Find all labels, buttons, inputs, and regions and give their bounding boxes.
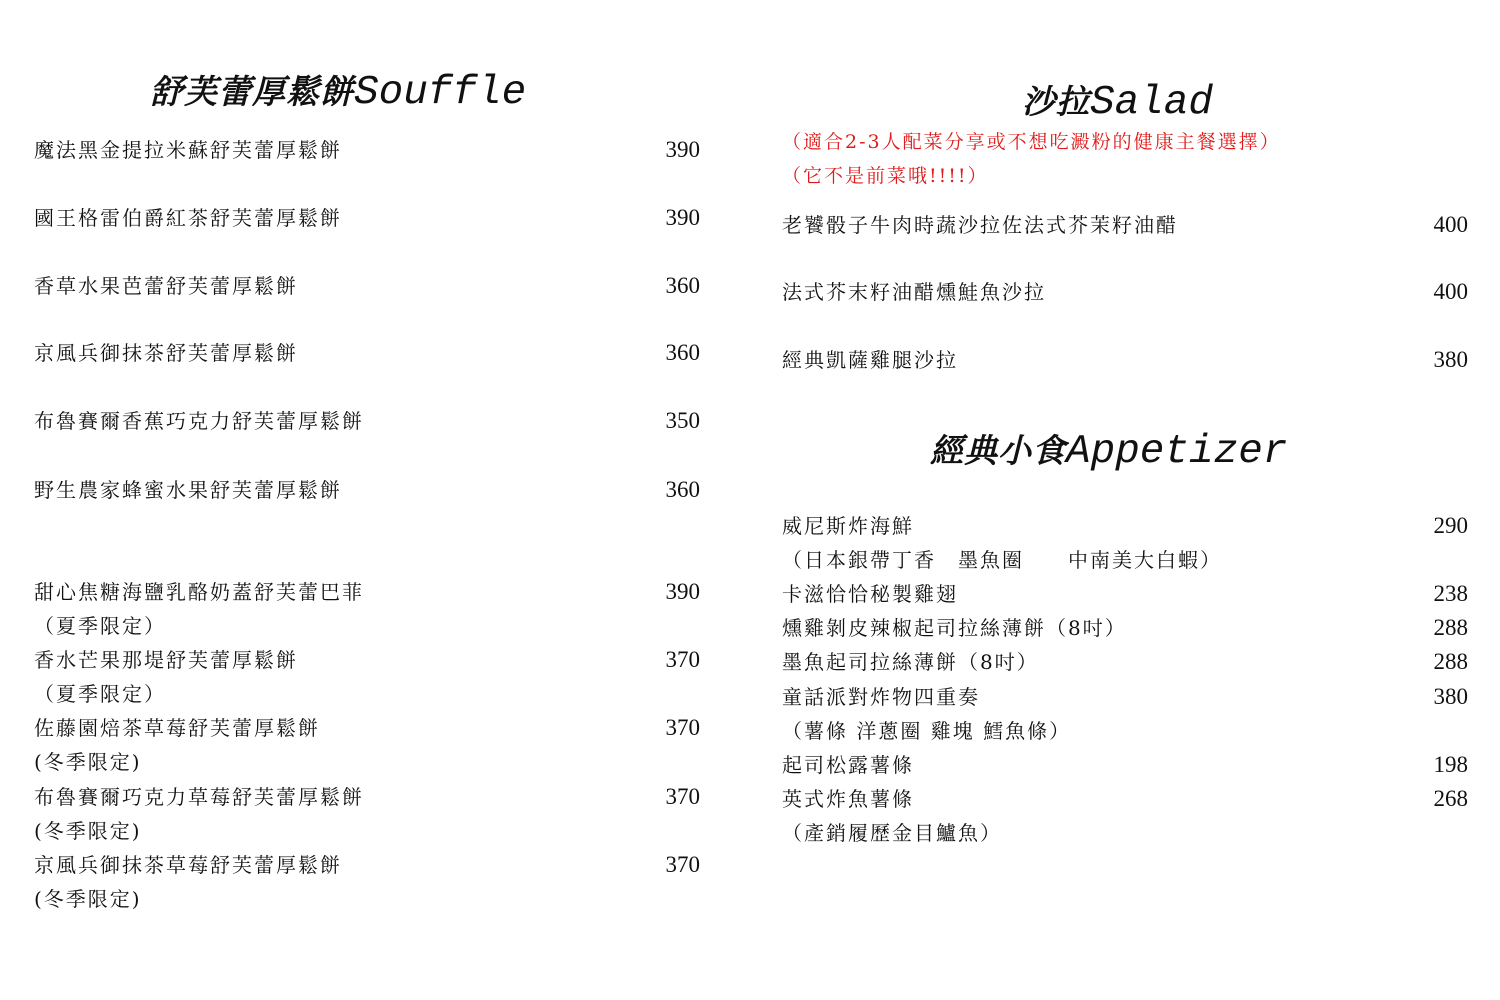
item-price: 360 xyxy=(665,273,700,298)
item-name: 法式芥末籽油醋燻鮭魚沙拉 xyxy=(782,280,1046,304)
item-name: 佐藤園焙茶草莓舒芙蕾厚鬆餅 xyxy=(34,716,320,740)
item-note: （薯條 洋蔥圈 雞塊 鱈魚條） xyxy=(782,719,1072,743)
item-price: 238 xyxy=(1433,581,1468,606)
item-name: 墨魚起司拉絲薄餅（8吋） xyxy=(782,650,1039,674)
item-note: （夏季限定） xyxy=(34,682,166,706)
item-price: 370 xyxy=(665,647,700,672)
item-name: 魔法黑金提拉米蘇舒芙蕾厚鬆餅 xyxy=(34,138,342,162)
item-name: 起司松露薯條 xyxy=(782,753,914,777)
item-name: 布魯賽爾巧克力草莓舒芙蕾厚鬆餅 xyxy=(34,785,364,809)
item-note: （夏季限定） xyxy=(34,614,166,638)
item-note: （產銷履歷金目鱸魚） xyxy=(782,821,1002,845)
item-name: 卡滋恰恰秘製雞翅 xyxy=(782,582,958,606)
item-price: 370 xyxy=(665,715,700,740)
item-price: 198 xyxy=(1433,752,1468,777)
item-name: 燻雞剝皮辣椒起司拉絲薄餅（8吋） xyxy=(782,616,1127,640)
item-name: 甜心焦糖海鹽乳酪奶蓋舒芙蕾巴菲 xyxy=(34,580,364,604)
item-name: 布魯賽爾香蕉巧克力舒芙蕾厚鬆餅 xyxy=(34,409,364,433)
appetizer-title xyxy=(930,425,1287,475)
item-name: 威尼斯炸海鮮 xyxy=(782,514,914,538)
item-price: 400 xyxy=(1433,279,1468,304)
item-note: (冬季限定) xyxy=(34,887,142,911)
item-name: 香草水果芭蕾舒芙蕾厚鬆餅 xyxy=(34,274,298,298)
salad-title xyxy=(1022,76,1213,126)
souffle-title-cjk: 舒芙蕾厚鬆餅 xyxy=(150,72,354,111)
item-price: 288 xyxy=(1433,649,1468,674)
item-name: 香水芒果那堤舒芙蕾厚鬆餅 xyxy=(34,648,298,672)
souffle-title-en: Souffle xyxy=(354,70,527,116)
item-name: 野生農家蜂蜜水果舒芙蕾厚鬆餅 xyxy=(34,478,342,502)
appetizer-title-en: Appetizer xyxy=(1066,429,1288,475)
item-price: 370 xyxy=(665,784,700,809)
appetizer-title-cjk: 經典小食 xyxy=(930,431,1066,470)
item-note: (冬季限定) xyxy=(34,819,142,843)
salad-title-cjk: 沙拉 xyxy=(1022,82,1090,121)
item-price: 390 xyxy=(665,205,700,230)
souffle-title xyxy=(150,66,526,116)
item-price: 390 xyxy=(665,579,700,604)
item-name: 京風兵御抹茶草莓舒芙蕾厚鬆餅 xyxy=(34,853,342,877)
item-price: 350 xyxy=(665,408,700,433)
item-price: 380 xyxy=(1433,684,1468,709)
item-price: 268 xyxy=(1433,786,1468,811)
item-name: 童話派對炸物四重奏 xyxy=(782,685,980,709)
item-price: 390 xyxy=(665,137,700,162)
item-price: 360 xyxy=(665,340,700,365)
salad-note-serving: （適合2-3人配菜分享或不想吃澱粉的健康主餐選擇） xyxy=(782,131,1281,153)
item-name: 國王格雷伯爵紅茶舒芙蕾厚鬆餅 xyxy=(34,206,342,230)
salad-title-en: Salad xyxy=(1090,80,1214,126)
item-price: 400 xyxy=(1433,212,1468,237)
item-price: 288 xyxy=(1433,615,1468,640)
item-price: 370 xyxy=(665,852,700,877)
item-note: (冬季限定) xyxy=(34,750,142,774)
item-name: 經典凱薩雞腿沙拉 xyxy=(782,348,958,372)
item-price: 290 xyxy=(1433,513,1468,538)
item-name: 京風兵御抹茶舒芙蕾厚鬆餅 xyxy=(34,341,298,365)
item-price: 360 xyxy=(665,477,700,502)
item-name: 老饕骰子牛肉時蔬沙拉佐法式芥茉籽油醋 xyxy=(782,213,1178,237)
item-note: （日本銀帶丁香 墨魚圈 中南美大白蝦） xyxy=(782,548,1222,572)
item-name: 英式炸魚薯條 xyxy=(782,787,914,811)
salad-note-not-starter: （它不是前菜哦!!!!） xyxy=(782,165,989,187)
item-price: 380 xyxy=(1433,347,1468,372)
